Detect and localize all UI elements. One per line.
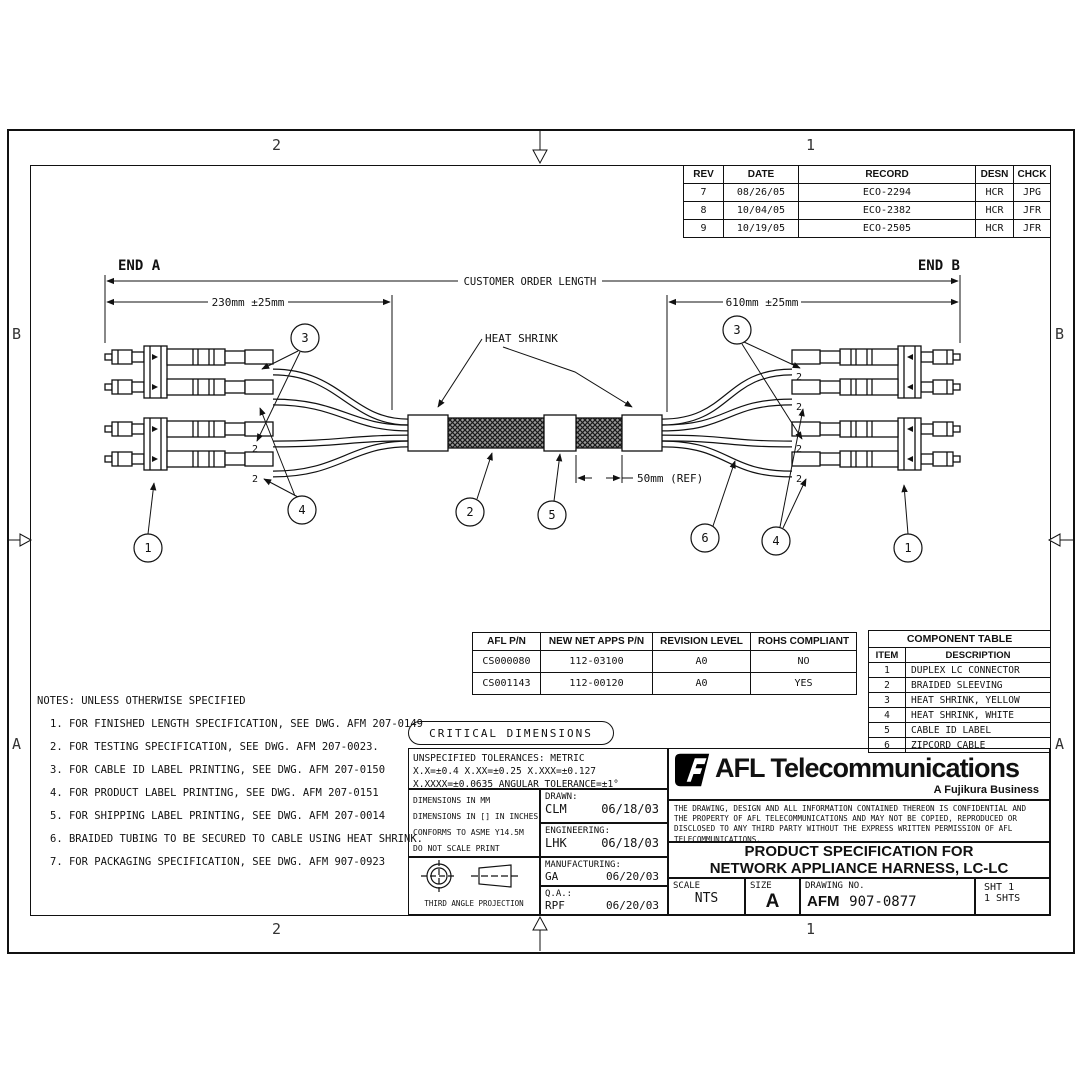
end-b-dimension: 610mm ±25mm	[725, 296, 799, 309]
table-row: CS001143 112-00120 A0 YES	[473, 673, 857, 695]
table-row: 1 DUPLEX LC CONNECTOR	[869, 663, 1051, 678]
record-col-header: RECORD	[799, 166, 976, 184]
drawing-title-box	[668, 842, 1050, 878]
balloon-6	[691, 524, 719, 552]
brand-tagline: A Fujikura Business	[933, 784, 1039, 796]
projection-label: THIRD ANGLE PROJECTION	[424, 899, 524, 908]
engineering-signoff: ENGINEERING: LHK 06/18/03	[540, 823, 668, 857]
zone-left-lower: A	[12, 735, 22, 753]
sheet-cell: SHT 1 1 SHTS	[975, 878, 1050, 915]
center-ref-dimension: 50mm (REF)	[637, 472, 704, 485]
brand-box	[668, 748, 1050, 800]
zone-bottom-right: 1	[806, 920, 816, 938]
end-a-label: END A	[118, 258, 161, 274]
heat-shrink-leaders	[438, 339, 632, 407]
note-item: 2. FOR TESTING SPECIFICATION, SEE DWG. AFM 207-0023.	[50, 741, 379, 753]
balloon-4	[288, 496, 316, 524]
end-b-label: END B	[917, 258, 960, 274]
table-row: CS000080 112-03100 A0 NO	[473, 651, 857, 673]
svg-text:3: 3	[301, 331, 309, 345]
zone-bottom-left: 2	[272, 920, 282, 938]
third-angle-projection-icon	[409, 858, 539, 894]
drawing-number-prefix: AFM	[807, 893, 840, 910]
note-item: 6. BRAIDED TUBING TO BE SECURED TO CABLE USING HEAT SHRINK.	[50, 833, 423, 845]
table-row: 2 BRAIDED SLEEVING	[869, 678, 1051, 693]
svg-text:3: 3	[733, 323, 741, 337]
svg-text:2: 2	[466, 505, 474, 519]
component-header-row: ITEM DESCRIPTION	[869, 648, 1051, 663]
table-row: 5 CABLE ID LABEL	[869, 723, 1051, 738]
dimension-notes-box: DIMENSIONS IN MM DIMENSIONS IN [] IN INCHES CONFORMS TO ASME Y14.5M DO NOT SCALE PRINT	[408, 789, 540, 857]
note-item: 3. FOR CABLE ID LABEL PRINTING, SEE DWG. AFM 207-0150	[50, 764, 386, 776]
confidentiality-notice: THE DRAWING, DESIGN AND ALL INFORMATION CONTAINED THEREON IS CONFIDENTIAL AND THE PROPERTY OF AFL TELECOMMUNICATIONS AND MAY NOT BE COPIED, REPRODUCED OR DISCLOSED TO ANY THIRD PARTY WITHOUT THE EXPRESS WRITTEN PERMISSION OF AFL TELECOMMUNICATIONS.	[668, 800, 1050, 842]
drawing-title-line2: NETWORK APPLIANCE HARNESS, LC-LC	[709, 860, 1009, 877]
zone-top-left: 2	[272, 136, 282, 154]
svg-text:2: 2	[796, 402, 803, 413]
scale-cell: SCALE NTS	[668, 878, 745, 915]
svg-text:2: 2	[796, 372, 803, 383]
size-cell: SIZE A	[745, 878, 800, 915]
part-number-table	[472, 632, 857, 695]
balloon-3	[291, 324, 319, 352]
pn-header-row: AFL P/N NEW NET APPS P/N REVISION LEVEL ROHS COMPLIANT	[473, 633, 857, 651]
svg-text:4: 4	[772, 534, 780, 548]
customer-order-length-label: CUSTOMER ORDER LENGTH	[463, 276, 597, 288]
notes-block	[37, 690, 423, 874]
balloon-3	[723, 316, 751, 344]
svg-text:5: 5	[548, 508, 556, 522]
table-row: 8 10/04/05 ECO-2382 HCR JFR	[684, 202, 1051, 220]
balloon-2	[456, 498, 484, 526]
center-jacket	[408, 415, 662, 451]
desn-col-header: DESN	[976, 166, 1014, 184]
zone-left-upper: B	[12, 325, 22, 343]
svg-text:2: 2	[252, 474, 259, 485]
component-table	[868, 630, 1051, 753]
rev-col-header: REV	[684, 166, 724, 184]
chck-col-header: CHCK	[1014, 166, 1051, 184]
svg-text:6: 6	[701, 531, 709, 545]
table-row: 3 HEAT SHRINK, YELLOW	[869, 693, 1051, 708]
svg-text:4: 4	[298, 503, 306, 517]
tolerances-box: UNSPECIFIED TOLERANCES: METRIC X.X=±0.4 X.XX=±0.25 X.XXX=±0.127 X.XXXX=±0.0635 ANGULAR TOLERANCE=±1°	[408, 748, 668, 789]
notes-title: NOTES: UNLESS OTHERWISE SPECIFIED	[37, 695, 246, 707]
svg-text:1: 1	[904, 541, 912, 555]
note-item: 5. FOR SHIPPING LABEL PRINTING, SEE DWG. AFM 207-0014	[50, 810, 386, 822]
zone-top-right: 1	[806, 136, 816, 154]
drawing-number-cell: DRAWING NO. AFM 907-0877	[800, 878, 975, 915]
brand-name: AFL Telecommunications	[715, 753, 1020, 783]
component-table-title: COMPONENT TABLE	[869, 631, 1051, 648]
drawing-title-line1: PRODUCT SPECIFICATION FOR	[744, 843, 974, 860]
zone-right-upper: B	[1055, 325, 1065, 343]
braided-sleeving	[576, 418, 622, 448]
heat-shrink-callout: HEAT SHRINK	[485, 332, 558, 345]
heat-shrink-right	[622, 415, 662, 451]
heat-shrink-left	[408, 415, 448, 451]
note-item: 7. FOR PACKAGING SPECIFICATION, SEE DWG. AFM 907-0923	[50, 856, 386, 868]
harness-drawing	[30, 165, 1050, 625]
balloon-1	[134, 534, 162, 562]
table-row: 4 HEAT SHRINK, WHITE	[869, 708, 1051, 723]
zone-right-lower: A	[1055, 735, 1065, 753]
svg-text:2: 2	[252, 444, 259, 455]
drawn-signoff: DRAWN: CLM 06/18/03	[540, 789, 668, 823]
table-row: 9 10/19/05 ECO-2505 HCR JFR	[684, 220, 1051, 238]
end-a-dimension: 230mm ±25mm	[211, 296, 285, 309]
balloon-1	[894, 534, 922, 562]
svg-text:2: 2	[796, 444, 803, 455]
braided-sleeving	[448, 418, 544, 448]
cable-id-label	[544, 415, 576, 451]
note-item: 1. FOR FINISHED LENGTH SPECIFICATION, SEE DWG. AFM 207-0149	[50, 718, 423, 730]
svg-text:2: 2	[796, 474, 803, 485]
table-row: 7 08/26/05 ECO-2294 HCR JPG	[684, 184, 1051, 202]
balloon-4	[762, 527, 790, 555]
afl-logo-icon	[675, 753, 711, 787]
svg-text:1: 1	[144, 541, 152, 555]
third-angle-projection-box	[408, 857, 540, 915]
note-item: 4. FOR PRODUCT LABEL PRINTING, SEE DWG. AFM 207-0151	[50, 787, 379, 799]
critical-dimensions-label: CRITICAL DIMENSIONS	[408, 721, 614, 745]
drawing-number-value: 907-0877	[849, 894, 917, 910]
date-col-header: DATE	[724, 166, 799, 184]
balloon-5	[538, 501, 566, 529]
table-row: 6 ZIPCORD CABLE	[869, 738, 1051, 753]
manufacturing-signoff: MANUFACTURING: GA 06/20/03	[540, 857, 668, 886]
qa-signoff: Q.A.: RPF 06/20/03	[540, 886, 668, 915]
